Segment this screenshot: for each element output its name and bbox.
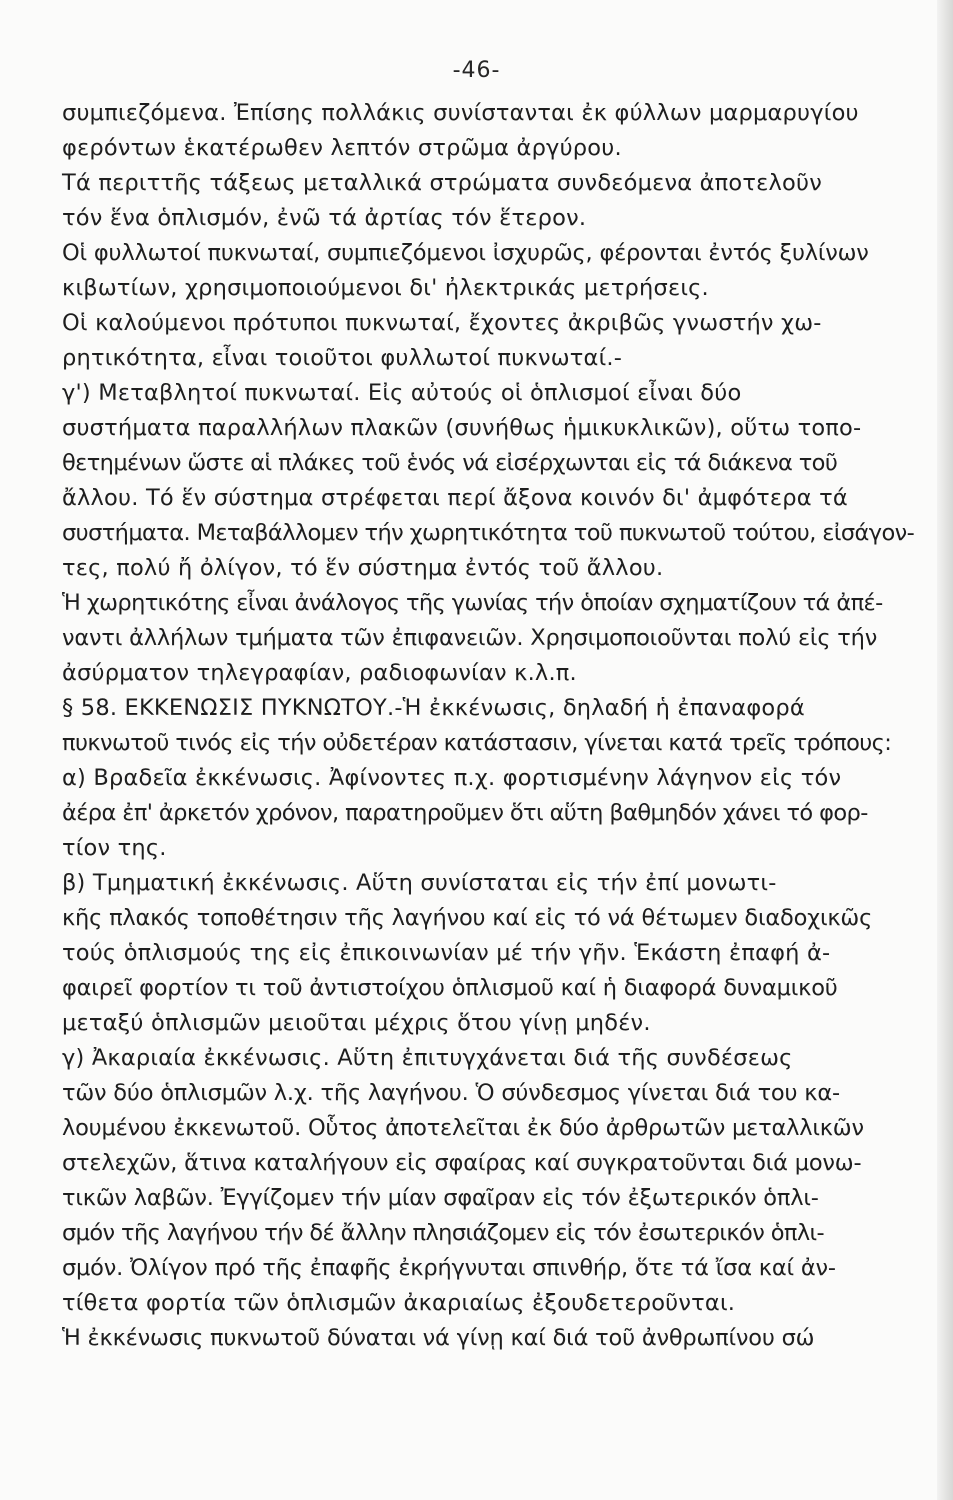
- text-line: φαιρεῖ φορτίον τι τοῦ ἀντιστοίχου ὁπλισμοῦ καί ἡ διαφορά δυναμικοῦ: [62, 975, 838, 1001]
- text-line: α) Βραδεῖα ἐκκένωσις. Ἀφίνοντες π.χ. φορτισμένην λάγηνον εἰς τόν: [62, 765, 842, 791]
- text-line: συστήματα παραλλήλων πλακῶν (συνήθως ἡμικυκλικῶν), οὕτω τοπο-: [62, 415, 862, 441]
- text-line: τούς ὁπλισμούς της εἰς ἐπικοινωνίαν μέ τήν γῆν. Ἑκάστη ἐπαφή ἀ-: [62, 940, 831, 966]
- section-heading-line: § 58. ΕΚΚΕΝΩΣΙΣ ΠΥΚΝΩΤΟΥ.-Ἡ ἐκκένωσις, δηλαδή ἡ ἐπαναφορά: [62, 695, 805, 721]
- text-line: θετημένων ὥστε αἱ πλάκες τοῦ ἑνός νά εἰσέρχωνται εἰς τά διάκενα τοῦ: [62, 450, 838, 476]
- text-line: πυκνωτοῦ τινός εἰς τήν οὐδετέραν κατάστασιν, γίνεται κατά τρεῖς τρόπους:: [62, 730, 892, 756]
- text-line: ἀσύρματον τηλεγραφίαν, ραδιοφωνίαν κ.λ.π.: [62, 660, 577, 686]
- text-line: μεταξύ ὁπλισμῶν μειοῦται μέχρις ὅτου γίνῃ μηδέν.: [62, 1010, 651, 1036]
- text-line: συμπιεζόμενα. Ἐπίσης πολλάκις συνίστανται ἐκ φύλλων μαρμαρυγίου: [62, 100, 859, 126]
- text-line: σμόν τῆς λαγήνου τήν δέ ἄλλην πλησιάζομεν εἰς τόν ἐσωτερικόν ὁπλι-: [62, 1220, 825, 1246]
- text-line: Ἡ ἐκκένωσις πυκνωτοῦ δύναται νά γίνῃ καί διά τοῦ ἀνθρωπίνου σώ: [62, 1325, 815, 1351]
- text-body: [62, 96, 942, 1356]
- text-line: Οἱ φυλλωτοί πυκνωταί, συμπιεζόμενοι ἰσχυρῶς, φέρονται ἐντός ξυλίνων: [62, 240, 869, 266]
- text-line: γ') Μεταβλητοί πυκνωταί. Εἰς αὐτούς οἱ ὁπλισμοί εἶναι δύο: [62, 380, 742, 406]
- text-line: τες, πολύ ἤ ὀλίγον, τό ἕν σύστημα ἐντός τοῦ ἄλλου.: [62, 555, 664, 581]
- text-line: ἄλλου. Τό ἕν σύστημα στρέφεται περί ἄξονα κοινόν δι' ἀμφότερα τά: [62, 485, 848, 511]
- text-line: β) Τμηματική ἐκκένωσις. Αὕτη συνίσταται εἰς τήν ἐπί μονωτι-: [62, 870, 777, 896]
- text-line: τῶν δύο ὁπλισμῶν λ.χ. τῆς λαγήνου. Ὁ σύνδεσμος γίνεται διά του κα-: [62, 1080, 840, 1106]
- text-line: ἀέρα ἐπ' ἀρκετόν χρόνον, παρατηροῦμεν ὅτι αὕτη βαθμηδόν χάνει τό φορ-: [62, 800, 868, 826]
- text-line: γ) Ἀκαριαία ἐκκένωσις. Αὕτη ἐπιτυγχάνεται διά τῆς συνδέσεως: [62, 1045, 793, 1071]
- text-line: Οἱ καλούμενοι πρότυποι πυκνωταί, ἔχοντες ἀκριβῶς γνωστήν χω-: [62, 310, 822, 336]
- text-line: φερόντων ἑκατέρωθεν λεπτόν στρῶμα ἀργύρου.: [62, 135, 622, 161]
- text-line: τόν ἕνα ὁπλισμόν, ἐνῶ τά ἀρτίας τόν ἕτερον.: [62, 205, 587, 231]
- text-line: τίθετα φορτία τῶν ὁπλισμῶν ἀκαριαίως ἐξουδετεροῦνται.: [62, 1290, 736, 1316]
- text-line: Ἡ χωρητικότης εἶναι ἀνάλογος τῆς γωνίας τήν ὁποίαν σχηματίζουν τά ἀπέ-: [62, 590, 883, 616]
- text-line: σμόν. Ὀλίγον πρό τῆς ἐπαφῆς ἐκρήγνυται σπινθήρ, ὅτε τά ἴσα καί ἀν-: [62, 1255, 836, 1281]
- page-number: -46-: [452, 58, 501, 83]
- text-line: Τά περιττῆς τάξεως μεταλλικά στρώματα συνδεόμενα ἀποτελοῦν: [62, 170, 822, 196]
- text-line: συστήματα. Μεταβάλλομεν τήν χωρητικότητα τοῦ πυκνωτοῦ τούτου, εἰσάγον-: [62, 520, 915, 546]
- text-line: τίον της.: [62, 835, 167, 861]
- text-line: ναντι ἀλλήλων τμήματα τῶν ἐπιφανειῶν. Χρησιμοποιοῦνται πολύ εἰς τήν: [62, 625, 878, 651]
- text-line: στελεχῶν, ἅτινα καταλήγουν εἰς σφαίρας καί συγκρατοῦνται διά μονω-: [62, 1150, 862, 1176]
- text-line: τικῶν λαβῶν. Ἐγγίζομεν τήν μίαν σφαῖραν εἰς τόν ἐξωτερικόν ὁπλι-: [62, 1185, 819, 1211]
- text-line: ρητικότητα, εἶναι τοιοῦτοι φυλλωτοί πυκνωταί.-: [62, 345, 623, 371]
- text-line: λουμένου ἐκκενωτοῦ. Οὗτος ἀποτελεῖται ἐκ δύο ἀρθρωτῶν μεταλλικῶν: [62, 1115, 864, 1141]
- text-line: κῆς πλακός τοποθέτησιν τῆς λαγήνου καί εἰς τό νά θέτωμεν διαδοχικῶς: [62, 905, 873, 931]
- text-line: κιβωτίων, χρησιμοποιούμενοι δι' ἠλεκτρικάς μετρήσεις.: [62, 275, 709, 301]
